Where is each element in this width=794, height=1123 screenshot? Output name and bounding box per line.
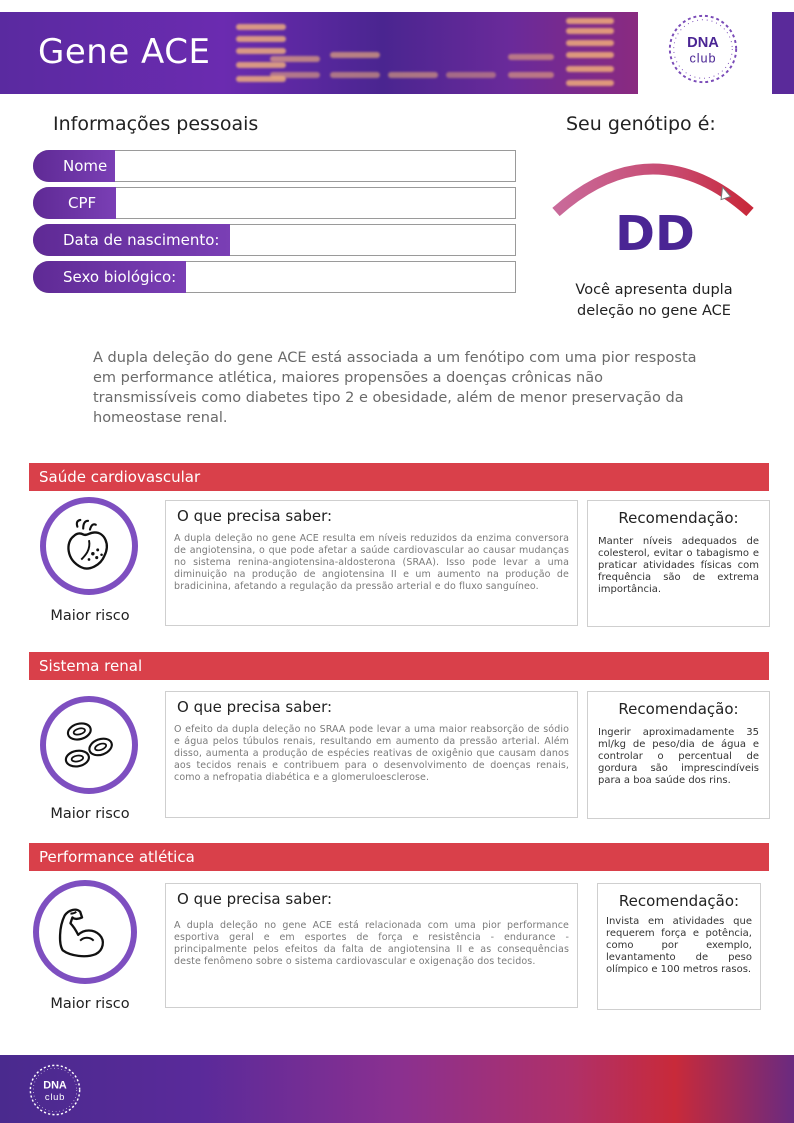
renal-icon-circle [40,696,138,794]
genotype-value: DD [615,206,695,262]
cardiovascular-info-box [165,500,578,626]
athletic-info-title: O que precisa saber: [177,890,333,908]
birthdate-field[interactable] [33,224,516,256]
renal-info-title: O que precisa saber: [177,698,333,716]
dna-club-logo [664,10,742,88]
renal-recommendation-text: Ingerir aproximadamente 35 ml/kg de peso/dia de água e controlar o percentual de gordura são imprescindíveis para a boa saúde dos rins. [598,727,759,786]
section-cardiovascular-title: Saúde cardiovascular [29,463,769,491]
section-renal-title: Sistema renal [29,652,769,680]
athletic-info-text: A dupla deleção no gene ACE está relacionada com uma pior performance esportiva geral e em esportes de força e resistência - endurance - principalmente pelos efeitos da falta de angiotensina II e as consequências deste fenômeno sobre o sistema cardiovascular e oxigenação dos tecidos. [174,920,569,967]
logo-text-top: DNA [687,35,719,52]
summary-text: A dupla deleção do gene ACE está associada a um fenótipo com uma pior resposta em performance atlética, maiores propensões a doenças crônicas não transmissíveis como diabetes tipo 2 e obesidade, além de menor preservação da homeostase renal. [93,350,697,426]
athletic-risk-label: Maior risco [50,996,130,1012]
cardiovascular-recommendation-title: Recomendação: [618,509,739,527]
birthdate-label: Data de nascimento: [33,224,230,256]
header-right-bar [772,12,794,94]
cardiovascular-recommendation-text: Manter níveis adequados de colesterol, evitar o tabagismo e praticar atividades físicas com frequência são de extrema importância. [598,536,759,595]
genotype-heading: Seu genótipo é: [566,113,716,135]
sex-label: Sexo biológico: [33,261,186,293]
renal-info-box [165,691,578,818]
section-athletic-title: Performance atlética [29,843,769,871]
page-title: Gene ACE [38,32,211,72]
footer-banner [0,1055,794,1123]
heart-icon [60,517,118,575]
footer-logo-text-bottom: club [44,1091,66,1103]
athletic-recommendation-text: Invista em atividades que requerem força e potência, como por exemplo, levantamento de peso olímpico e 100 metros rasos. [606,916,752,975]
sex-field[interactable] [33,261,516,293]
athletic-info-box [165,883,578,1008]
name-field[interactable] [33,150,516,182]
genotype-description: Você apresenta dupla deleção no gene ACE [575,282,733,319]
cardiovascular-info-title: O que precisa saber: [177,507,333,525]
name-label: Nome [33,150,115,182]
personal-info-heading: Informações pessoais [53,113,259,135]
athletic-recommendation-box [597,883,761,1010]
logo-text-bottom: club [689,51,717,66]
dna-club-footer-logo [26,1061,84,1119]
footer-logo-text-top: DNA [43,1079,67,1092]
athletic-recommendation-title: Recomendação: [618,892,740,910]
renal-info-text: O efeito da dupla deleção no SRAA pode levar a uma maior reabsorção de sódio e água pelos túbulos renais, resultando em aumento da pressão arterial. Além disso, aumenta a produção de espécies reativas de oxigênio que causam danos aos tecidos renais e contribuem para o desenvolvimento de doenças renais, como a nefropatia diabética e a glomeruloesclerose. [174,724,569,783]
cardiovascular-risk-label: Maior risco [50,608,130,624]
renal-recommendation-box [587,691,770,819]
header-banner [0,12,638,94]
cpf-field[interactable] [33,187,516,219]
athletic-icon-circle [33,880,137,984]
bicep-icon [55,902,113,960]
cardiovascular-icon-circle [40,497,138,595]
cardiovascular-recommendation-box [587,500,770,627]
renal-recommendation-title: Recomendação: [618,700,739,718]
renal-risk-label: Maior risco [50,806,130,822]
cells-icon [60,716,118,774]
cardiovascular-info-text: A dupla deleção no gene ACE resulta em níveis reduzidos da enzima conversora de angiotensina, o que pode afetar a saúde cardiovascular ao causar mudanças no sistema renina-angiotensina-aldosterona (SRAA). Isso pode levar a uma diminuição na produção de angiotensina II e um aumento na produção de bradicinina, afetando a regulação da pressão arterial e do fluxo sanguíneo. [174,533,569,592]
cpf-label: CPF [33,187,116,219]
